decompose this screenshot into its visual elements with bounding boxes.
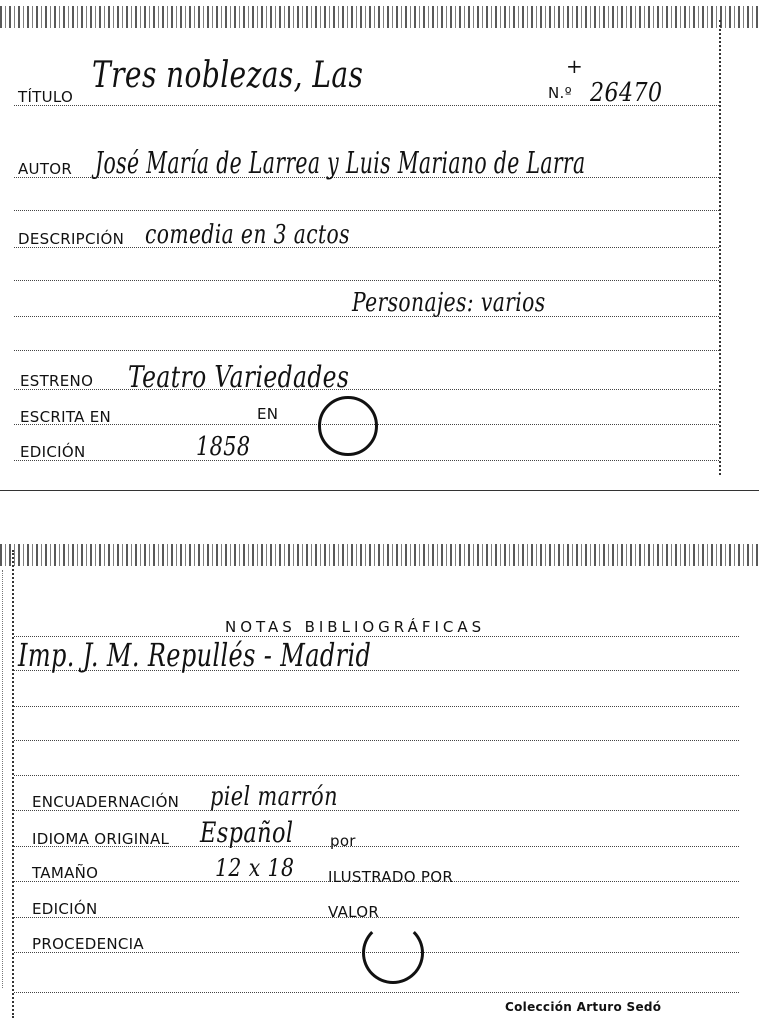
descripcion-value: comedia en 3 actos [145, 220, 350, 250]
numero-label: N.º [548, 84, 572, 102]
rule-blank-1 [14, 210, 719, 211]
card-left-border [12, 550, 14, 1018]
titulo-label: TÍTULO [18, 88, 74, 106]
notas-bibliograficas-title: NOTAS BIBLIOGRÁFICAS [225, 618, 486, 636]
estreno-label: ESTRENO [20, 372, 94, 390]
edicion-value: 1858 [196, 432, 251, 462]
rule-blank-4 [14, 706, 739, 707]
encuadernacion-value: piel marrón [210, 782, 338, 812]
catalog-card-bottom [0, 540, 759, 1028]
rule-blank-3 [14, 350, 719, 351]
rule-edicion [14, 460, 719, 461]
card-top-edge [0, 6, 759, 28]
rule-blank-5 [14, 740, 739, 741]
coleccion-label: Colección Arturo Sedó [505, 1000, 662, 1014]
autor-value: José María de Larrea y Luis Mariano de Larra [95, 146, 586, 181]
punch-hole-2 [362, 922, 424, 984]
idioma-value: Español [200, 816, 294, 849]
en-label: EN [257, 405, 279, 423]
por-label: por [330, 832, 356, 850]
rule-blank-2 [14, 280, 719, 281]
descripcion-label: DESCRIPCIÓN [18, 230, 125, 248]
valor-label: VALOR [328, 903, 380, 921]
numero-mark: + [566, 54, 584, 78]
tamano-value: 12 x 18 [215, 854, 295, 882]
card-bottom-top-edge [0, 544, 759, 566]
card-bottom-edge [0, 490, 759, 491]
estreno-value: Teatro Variedades [128, 360, 350, 395]
personajes-value: Personajes: varios [352, 288, 546, 318]
titulo-value: Tres noblezas, Las [92, 55, 364, 96]
catalog-card-top [0, 0, 759, 495]
card-right-border [719, 20, 721, 475]
numero-value: 26470 [590, 78, 663, 108]
encuadernacion-label: ENCUADERNACIÓN [32, 793, 180, 811]
edicion-2-label: EDICIÓN [32, 900, 98, 918]
imprenta-value: Imp. J. M. Repullés - Madrid [18, 636, 372, 674]
tamano-label: TAMAÑO [32, 864, 99, 882]
autor-label: AUTOR [18, 160, 73, 178]
rule-coleccion [14, 992, 739, 993]
escrita-en-label: ESCRITA EN [20, 408, 112, 426]
punch-hole [318, 396, 378, 456]
ilustrado-por-label: ILUSTRADO POR [328, 868, 454, 886]
edicion-label: EDICIÓN [20, 443, 86, 461]
procedencia-label: PROCEDENCIA [32, 935, 144, 953]
card-left-edge [2, 570, 3, 988]
rule-blank-6 [14, 775, 739, 776]
rule-estreno [14, 389, 719, 390]
idioma-label: IDIOMA ORIGINAL [32, 830, 170, 848]
